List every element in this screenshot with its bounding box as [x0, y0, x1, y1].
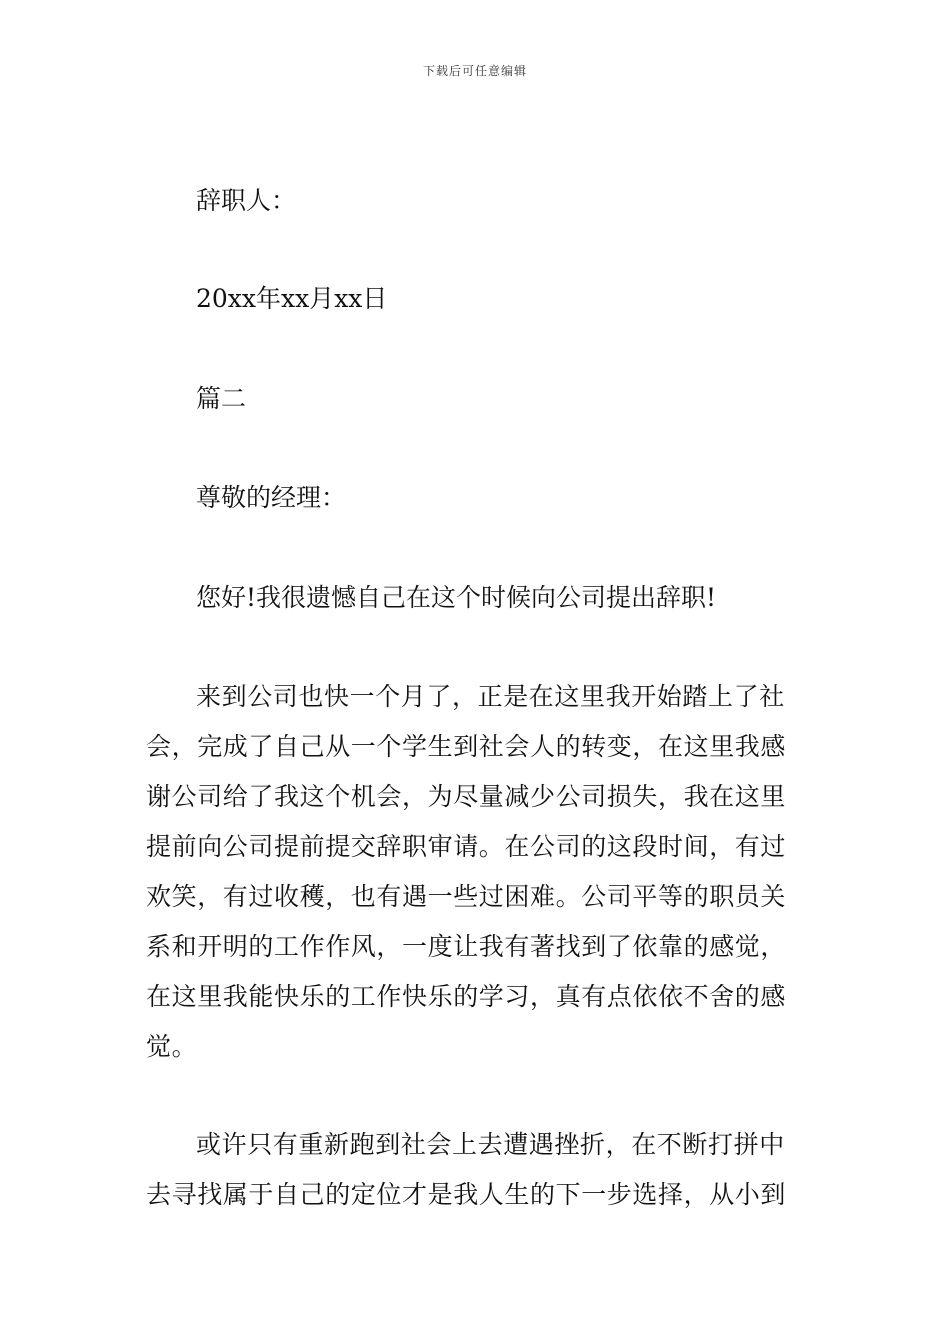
- paragraph-line: 欢笑，有过收穫，也有遇一些过困难。公司平等的职员关: [146, 882, 787, 911]
- paragraph-line: 在这里我能快乐的工作快乐的学习，真有点依依不舍的感: [146, 982, 787, 1011]
- date-line: 20xx年xx月xx日: [196, 284, 388, 313]
- paragraph-line: 会，完成了自己从一个学生到社会人的转变，在这里我感: [146, 732, 787, 761]
- paragraph-line: 觉。: [146, 1032, 198, 1061]
- section-title: 篇二: [196, 384, 247, 413]
- paragraph-one: [146, 672, 806, 1072]
- salutation: 尊敬的经理：: [196, 483, 347, 512]
- paragraph-line: 谢公司给了我这个机会，为尽量减少公司损失，我在这里: [146, 782, 787, 811]
- page-header: 下载后可任意编辑: [422, 64, 527, 78]
- paragraph-line: 提前向公司提前提交辞职审请。在公司的这段时间，有过: [146, 832, 787, 861]
- greeting-line: 您好!我很遗憾自己在这个时候向公司提出辞职!: [196, 583, 717, 612]
- paragraph-line: 去寻找属于自己的定位才是我人生的下一步选择，从小到: [146, 1180, 787, 1209]
- paragraph-two: [146, 1120, 806, 1220]
- paragraph-line: 系和开明的工作作风，一度让我有著找到了依靠的感觉，: [146, 932, 787, 961]
- paragraph-line: 来到公司也快一个月了，正是在这里我开始踏上了社: [196, 682, 785, 711]
- paragraph-line: 或许只有重新跑到社会上去遭遇挫折，在不断打拼中: [196, 1130, 785, 1159]
- signer-line: 辞职人：: [196, 186, 297, 215]
